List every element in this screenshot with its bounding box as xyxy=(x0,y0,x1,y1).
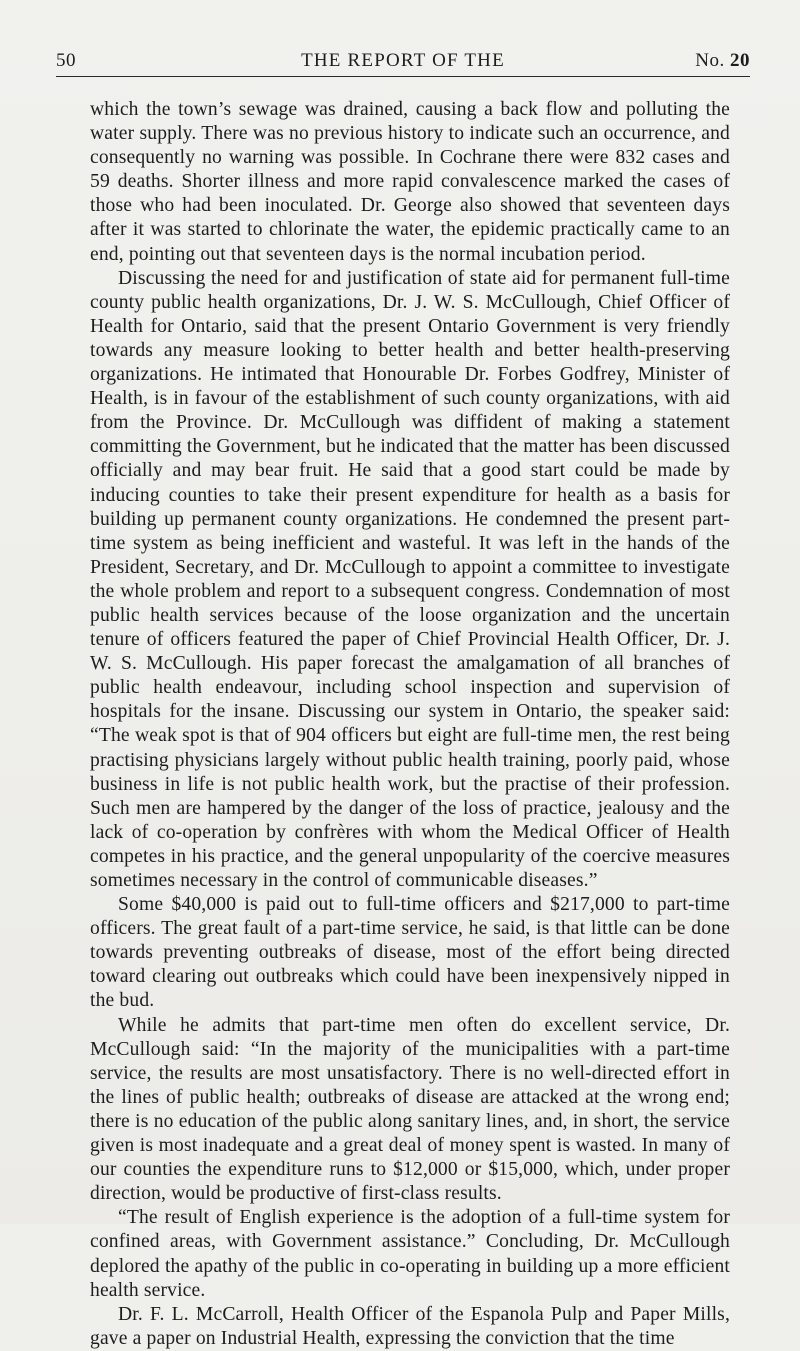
running-header xyxy=(56,50,750,77)
running-title: THE REPORT OF THE xyxy=(301,50,505,71)
paragraph: Dr. F. L. McCarroll, Health Officer of the Espanola Pulp and Paper Mills, gave a paper on Industrial Health, expressing the conviction that the time xyxy=(90,1303,730,1349)
issue-label: No. xyxy=(695,50,725,71)
paragraph: Some $40,000 is paid out to full-time officers and $217,000 to part-time officers. The great fault of a part-time service, he said, is that little can be done towards preventing outbreaks of disease, most of the effort being directed toward clearing out outbreaks which could have been inexpensively nipped in the bud. xyxy=(90,894,730,1012)
paragraph: which the town’s sewage was drained, causing a back flow and polluting the water supply. There was no previous history to indicate such an occurrence, and consequently no warning was possible. In Cochrane there were 832 cases and 59 deaths. Shorter illness and more rapid convalescence marked the cases of those who had been inoculated. Dr. George also showed that seventeen days after it was started to chlorinate the water, the epidemic practically came to an end, pointing out that seventeen days is the normal incubation period. xyxy=(90,99,730,265)
paragraph: “The result of English experience is the adoption of a full-time system for confined areas, with Government assistance.” Concluding, Dr. McCullough deplored the apathy of the public in co-operating in building up a more efficient health service. xyxy=(90,1207,730,1301)
body-text xyxy=(90,98,730,1351)
issue-number xyxy=(695,50,750,72)
paragraph: While he admits that part-time men often do excellent service, Dr. McCullough said: “In the majority of the municipalities with a part-time service, the results are most unsatisfactory. There is no well-directed effort in the lines of public health; outbreaks of disease are attacked at the wrong end; there is no education of the public along sanitary lines, and, in short, the service given is most inadequate and a great deal of money spent is wasted. In many of our counties the expenditure runs to $12,000 or $15,000, which, under proper direction, would be productive of first-class results. xyxy=(90,1014,730,1205)
paragraph: Discussing the need for and justification of state aid for permanent full-time county public health organizations, Dr. J. W. S. McCullough, Chief Officer of Health for Ontario, said that the present Ontario Government is very friendly towards any measure looking to better health and better health-preserving organizations. He intimated that Honourable Dr. Forbes Godfrey, Minister of Health, is in favour of the establishment of such county organizations, with aid from the Province. Dr. McCullough was diffident of making a statement committing the Government, but he indicated that the matter has been discussed officially and may bear fruit. He said that a good start could be made by inducing counties to take their present expenditure for health as a basis for building up permanent county organizations. He condemned the present part-time system as being inefficient and wasteful. It was left in the hands of the President, Secretary, and Dr. McCullough to appoint a committee to investigate the whole problem and report to a subsequent congress. Condemnation of most public health services because of the loose organization and the uncertain tenure of officers featured the paper of Chief Provincial Health Officer, Dr. J. W. S. McCullough. His paper forecast the amalgamation of all branches of public health endeavour, including school inspection and supervision of hospitals for the insane. Discussing our system in Ontario, the speaker said: “The weak spot is that of 904 officers but eight are full-time men, the rest being practising physicians largely without public health training, poorly paid, whose business in life is not public health work, but the practise of their profession. Such men are hampered by the danger of the loss of practice, jealousy and the lack of co-operation by confrères with whom the Medical Officer of Health competes in his practice, and the general unpopularity of the coercive measures sometimes necessary in the control of communicable diseases.” xyxy=(90,267,730,891)
page-number: 50 xyxy=(56,50,76,71)
issue-digit: 20 xyxy=(730,50,750,71)
